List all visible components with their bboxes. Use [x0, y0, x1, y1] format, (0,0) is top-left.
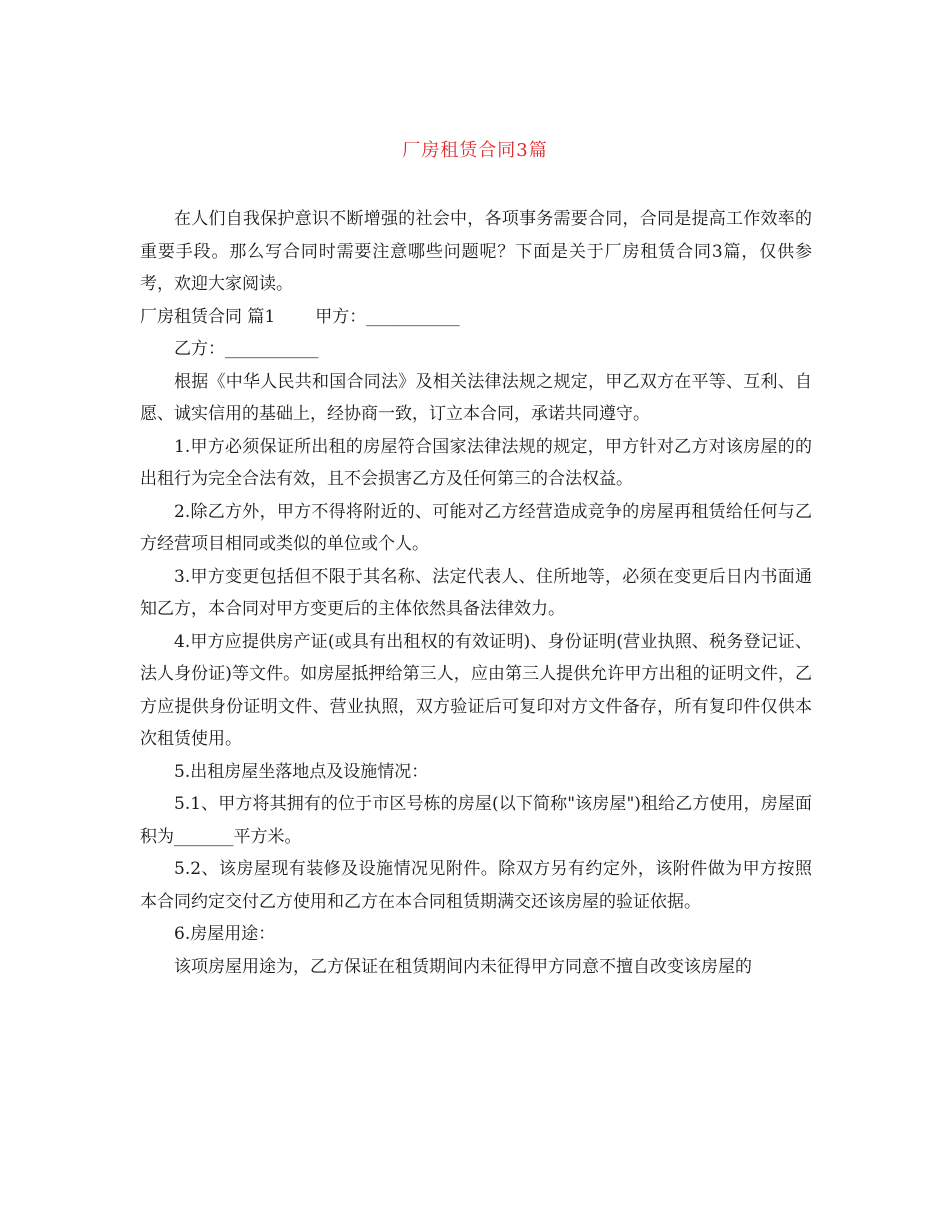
section-heading-line	[140, 301, 812, 334]
paragraph: 4.甲方应提供房产证(或具有出租权的有效证明)、身份证明(营业执照、税务登记证、法人身份证)等文件。如房屋抵押给第三人，应由第三人提供允许甲方出租的证明文件，乙方应提供身份证明文件、营业执照，双方验证后可复印对方文件备存，所有复印件仅供本次租赁使用。	[140, 631, 812, 749]
paragraph: 5.2、该房屋现有装修及设施情况见附件。除双方另有约定外，该附件做为甲方按照本合同约定交付乙方使用和乙方在本合同租赁期满交还该房屋的验证依据。	[140, 859, 812, 912]
paragraph: 6.房屋用途：	[174, 924, 276, 944]
paragraph: 2.除乙方外，甲方不得将附近的、可能对乙方经营造成竞争的房屋再租赁给任何与乙方经营项目相同或类似的单位或个人。	[140, 501, 812, 554]
party-a-line: 甲方：___________	[315, 306, 460, 327]
document-body	[140, 203, 812, 983]
party-b-line: 乙方：___________	[174, 339, 319, 359]
paragraph: 3.甲方变更包括但不限于其名称、法定代表人、住所地等，必须在变更后日内书面通知乙方，本合同对甲方变更后的主体依然具备法律效力。	[140, 566, 812, 619]
paragraph: 根据《中华人民共和国合同法》及相关法律法规之规定，甲乙双方在平等、互利、自愿、诚实信用的基础上，经协商一致，订立本合同，承诺共同遵守。	[140, 371, 812, 424]
section-heading: 厂房租赁合同 篇1	[140, 306, 276, 327]
paragraph: 1.甲方必须保证所出租的房屋符合国家法律法规的规定，甲方针对乙方对该房屋的的出租行为完全合法有效，且不会损害乙方及任何第三的合法权益。	[140, 436, 812, 489]
intro-paragraph: 在人们自我保护意识不断增强的社会中，各项事务需要合同，合同是提高工作效率的重要手段。那么写合同时需要注意哪些问题呢？下面是关于厂房租赁合同3篇，仅供参考，欢迎大家阅读。	[140, 209, 812, 294]
document-title: 厂房租赁合同3篇	[402, 140, 548, 161]
paragraph: 该项房屋用途为，乙方保证在租赁期间内未征得甲方同意不擅自改变该房屋的	[174, 956, 752, 977]
paragraph: 5.出租房屋坐落地点及设施情况：	[174, 761, 429, 782]
paragraph: 5.1、甲方将其拥有的位于市区号栋的房屋(以下简称"该房屋")租给乙方使用，房屋面积为_______平方米。	[140, 794, 812, 847]
